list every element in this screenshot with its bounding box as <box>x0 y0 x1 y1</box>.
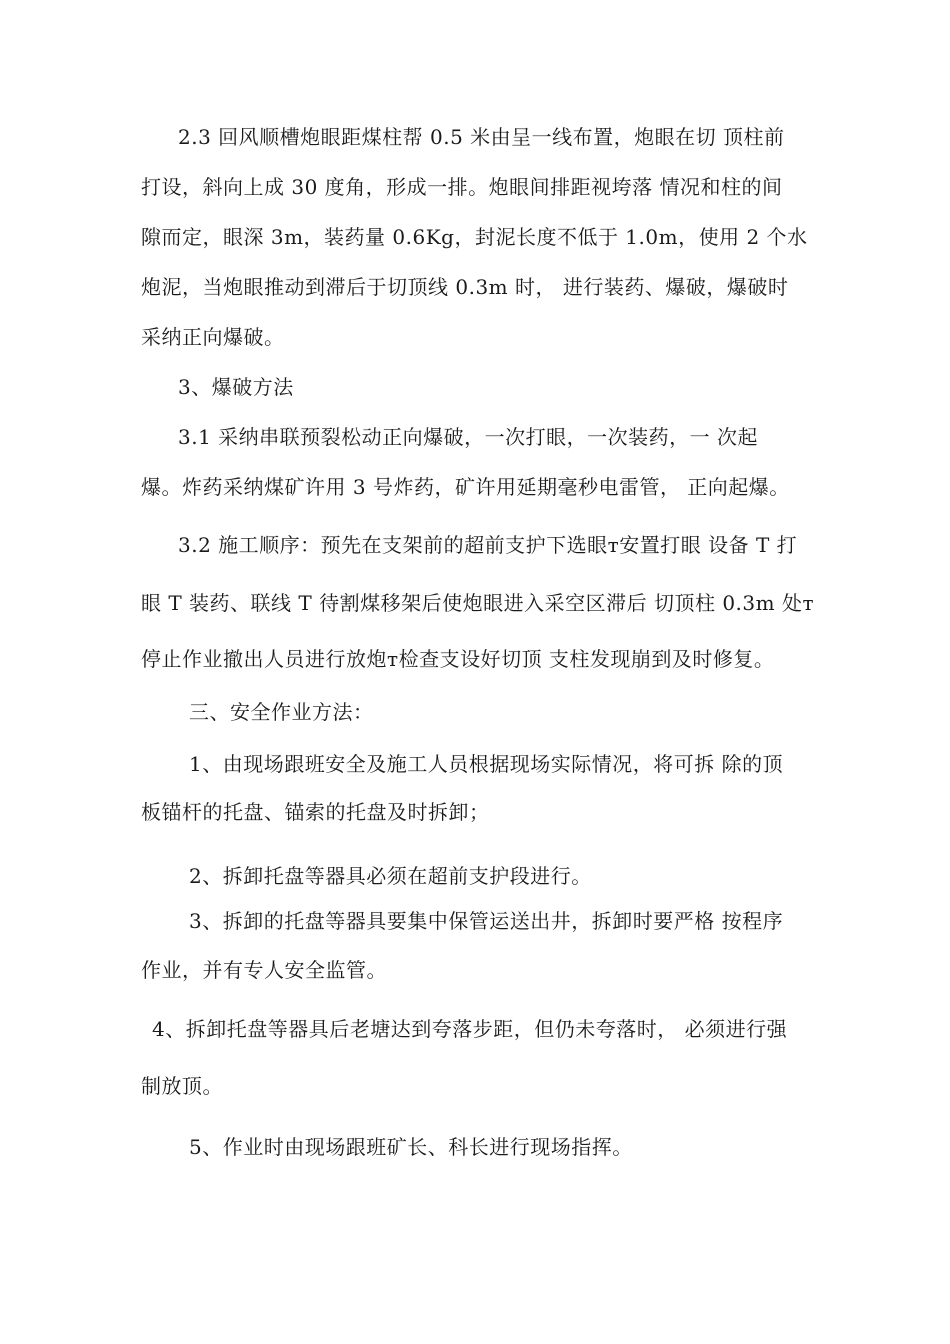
text-line: 制放顶。 <box>141 1074 223 1098</box>
text-line: 炮泥，当炮眼推动到滞后于切顶线 0.3m 时， 进行装药、爆破，爆破时 <box>141 275 789 299</box>
text-line: 5、作业时由现场跟班矿长、科长进行现场指挥。 <box>189 1135 633 1159</box>
text-line: 3.1 采纳串联预裂松动正向爆破，一次打眼，一次装药，一 次起 <box>178 425 759 449</box>
text-line: 采纳正向爆破。 <box>141 325 285 349</box>
section-heading: 三、安全作业方法： <box>189 700 374 724</box>
text-line: 爆。炸药采纳煤矿许用 3 号炸药，矿许用延期毫秒电雷管， 正向起爆。 <box>141 475 790 499</box>
text-line: 停止作业撤出人员进行放炮ᴛ检查支设好切顶 支柱发现崩到及时修复。 <box>141 647 775 671</box>
text-line: 板锚杆的托盘、锚索的托盘及时拆卸； <box>141 800 490 824</box>
text-line: 打设，斜向上成 30 度角，形成一排。炮眼间排距视垮落 情况和柱的间 <box>141 175 783 199</box>
text-line: 2、拆卸托盘等器具必须在超前支护段进行。 <box>189 864 592 888</box>
text-line: 隙而定，眼深 3m，装药量 0.6Kg，封泥长度不低于 1.0m，使用 2 个水 <box>141 225 808 249</box>
text-line: 眼 T 装药、联线 T 待割煤移架后使炮眼进入采空区滞后 切顶柱 0.3m 处ᴛ <box>141 591 815 615</box>
text-line: 2.3 回风顺槽炮眼距煤柱帮 0.5 米由呈一线布置，炮眼在切 顶柱前 <box>178 125 785 149</box>
text-line: 作业，并有专人安全监管。 <box>141 958 387 982</box>
text-line: 4、拆卸托盘等器具后老塘达到夸落步距，但仍未夸落时， 必须进行强 <box>152 1017 788 1041</box>
text-line: 3.2 施工顺序：预先在支架前的超前支护下选眼ᴛ安置打眼 设备 T 打 <box>178 533 798 557</box>
section-heading: 3、爆破方法 <box>178 375 294 399</box>
text-line: 3、拆卸的托盘等器具要集中保管运送出井，拆卸时要严格 按程序 <box>189 909 784 933</box>
text-line: 1、由现场跟班安全及施工人员根据现场实际情况，将可拆 除的顶 <box>189 752 784 776</box>
